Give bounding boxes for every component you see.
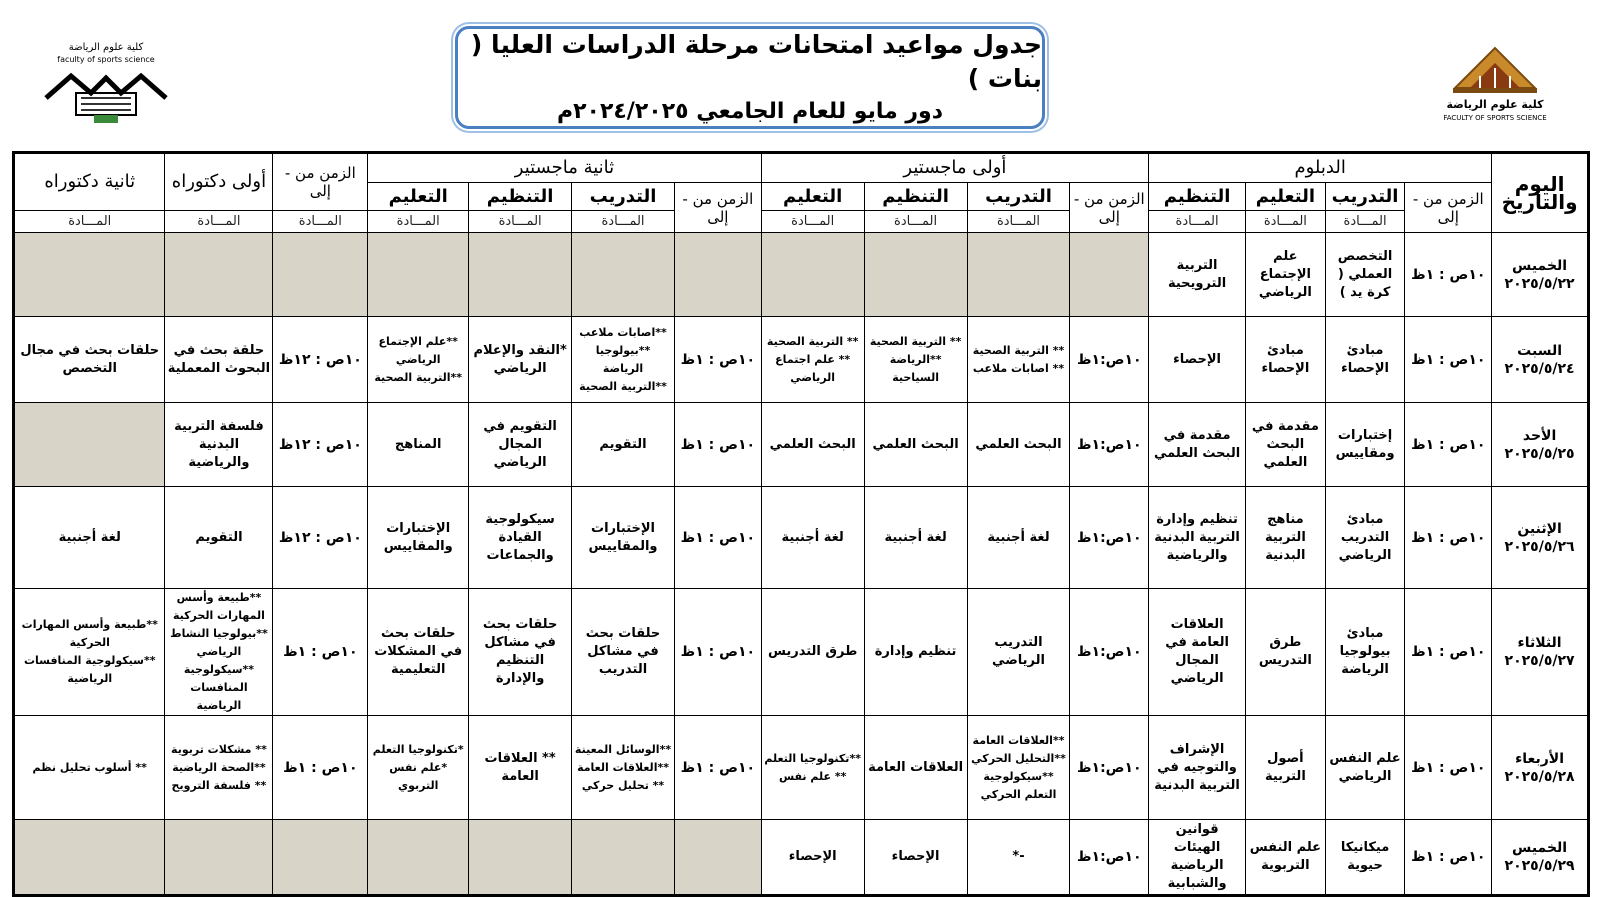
cell-text: ١٠ص:١ظ <box>1076 436 1142 453</box>
schedule-cell-m1-teaching <box>761 716 864 820</box>
header-subject: المـــادة <box>864 211 967 233</box>
cell-text: العلاقات العامة في المجال الرياضي <box>1165 617 1229 686</box>
schedule-cell-m2-training <box>572 487 675 589</box>
schedule-cell-m1-teaching <box>761 820 864 896</box>
cell-text: لغة أجنبية <box>884 529 947 545</box>
header-m2-time: الزمن من - إلى <box>674 183 761 233</box>
cell-text: حلقات بحث في مجال التخصص <box>20 342 160 376</box>
schedule-cell-m1-teaching <box>761 589 864 716</box>
cell-text: ١٠ص : ١ظ <box>680 436 756 453</box>
schedule-cell-dip-time <box>1405 233 1492 317</box>
cell-text: **بيولوجيا الرياضة <box>595 343 651 375</box>
header-subject: المـــادة <box>14 211 165 233</box>
header-phd-time: الزمن من - إلى <box>273 153 368 211</box>
cell-text: التربية الترويحية <box>1167 257 1227 291</box>
header-dip-training: التدريب <box>1325 183 1405 211</box>
schedule-cell-phd2 <box>14 716 165 820</box>
cell-text: فلسفة التربية البدنية والرياضية <box>174 418 264 470</box>
schedule-cell-phd-time <box>273 820 368 896</box>
schedule-cell-phd-time <box>273 716 368 820</box>
header-master1: أولى ماجستير <box>761 153 1148 183</box>
cell-text: مبادئ الإحصاء <box>1261 342 1310 376</box>
schedule-cell-m2-org <box>469 403 572 487</box>
cell-text: مبادئ الإحصاء <box>1341 342 1389 376</box>
cell-text: **طبيعة وأسس المهارات الحركية <box>172 591 265 622</box>
schedule-cell-m1-training <box>967 716 1070 820</box>
schedule-cell-m1-training <box>967 233 1070 317</box>
day-name: السبت <box>1517 342 1562 359</box>
schedule-cell-m1-teaching <box>761 233 864 317</box>
schedule-cell-dip-time <box>1405 820 1492 896</box>
header-dip-org: التنظيم <box>1149 183 1246 211</box>
schedule-cell-m2-teaching <box>368 487 469 589</box>
schedule-cell-m1-teaching <box>761 487 864 589</box>
cell-text: طرق التدريس <box>1258 635 1312 668</box>
cell-text: التخصص العملي ( كرة يد ) <box>1337 248 1393 300</box>
cell-text: **سيكولوجية المنافسات الرياضية <box>23 654 156 685</box>
schedule-cell-phd1 <box>165 317 273 403</box>
cell-text: الإختبارات والمقاييس <box>383 520 453 554</box>
faculty-logo-right <box>1425 38 1565 128</box>
table-row <box>14 487 1589 589</box>
cell-text: **سيكولوجية المنافسات الرياضية <box>183 663 255 712</box>
schedule-cell-m1-org <box>864 317 967 403</box>
cell-text: المناهج <box>394 436 442 452</box>
schedule-cell-phd1 <box>165 487 273 589</box>
schedule-cell-m1-time <box>1070 487 1149 589</box>
schedule-cell-dip-training <box>1325 487 1405 589</box>
cell-text: ميكانيكا حيوية <box>1340 840 1390 873</box>
schedule-cell-dip-teaching <box>1246 716 1326 820</box>
schedule-cell-phd1 <box>165 716 273 820</box>
cell-text: ١٠ص : ١ظ <box>1411 351 1486 368</box>
day-date: ٢٠٢٥/٥/٢٥ <box>1504 445 1575 462</box>
title-box <box>455 26 1045 129</box>
header-subject: المـــادة <box>1325 211 1405 233</box>
schedule-cell-m2-org <box>469 233 572 317</box>
header-subject: المـــادة <box>368 211 469 233</box>
cell-text: ١٠ص : ١ظ <box>1411 266 1486 283</box>
header-m1-org: التنظيم <box>864 183 967 211</box>
schedule-cell-dip-teaching <box>1246 317 1326 403</box>
cell-text: مناهج التربية البدنية <box>1264 511 1306 563</box>
cell-text: حلقات بحث في مشاكل التدريب <box>585 626 661 677</box>
cell-text: مقدمة في البحث العلمي <box>1251 418 1319 470</box>
table-row <box>14 589 1589 716</box>
schedule-cell-phd2 <box>14 403 165 487</box>
schedule-cell-m1-org <box>864 487 967 589</box>
cell-text: البحث العلمي <box>872 436 959 452</box>
schedule-cell-dip-training <box>1325 233 1405 317</box>
schedule-cell-m2-training <box>572 589 675 716</box>
day-cell <box>1492 487 1589 589</box>
cell-text: إختبارات ومقاييس <box>1335 427 1395 461</box>
cell-text: ١٠ص:١ظ <box>1076 529 1142 546</box>
header-m1-teaching: التعليم <box>761 183 864 211</box>
schedule-cell-m2-training <box>572 716 675 820</box>
header-subject: المـــادة <box>572 211 675 233</box>
schedule-cell-m2-teaching <box>368 233 469 317</box>
page-title: جدول مواعيد امتحانات مرحلة الدراسات العليا ( بنات ) <box>470 29 1042 93</box>
cell-text: البحث العلمي <box>769 436 856 452</box>
schedule-cell-m2-time <box>674 317 761 403</box>
schedule-cell-dip-org <box>1149 716 1246 820</box>
day-name: الأحد <box>1522 427 1557 444</box>
header-subject: المـــادة <box>165 211 273 233</box>
schedule-cell-m1-training <box>967 403 1070 487</box>
cell-text: ١٠ص : ١ظ <box>680 351 756 368</box>
schedule-cell-dip-training <box>1325 716 1405 820</box>
cell-text: ١٠ص : ١ظ <box>1411 849 1486 865</box>
cell-text: ١٠ص : ١٢ظ <box>278 529 362 546</box>
cell-text: مبادئ بيولوجيا الرياضة <box>1339 626 1391 677</box>
schedule-cell-dip-time <box>1405 589 1492 716</box>
cell-text: ١٠ص : ١ظ <box>680 644 756 660</box>
schedule-cell-m2-training <box>572 317 675 403</box>
table-row <box>14 403 1589 487</box>
header-m1-training: التدريب <box>967 183 1070 211</box>
cell-text: ** التربية الصحية <box>869 334 962 348</box>
logo-right-subtext: FACULTY OF SPORTS SCIENCE <box>1443 114 1547 122</box>
cell-text: ١٠ص : ١ظ <box>680 529 756 546</box>
logo-left-subtext: faculty of sports science <box>57 55 155 64</box>
schedule-cell-m1-org <box>864 403 967 487</box>
schedule-cell-m1-org <box>864 233 967 317</box>
schedule-cell-m1-time <box>1070 716 1149 820</box>
cell-text: التدريب الرياضي <box>992 635 1045 668</box>
schedule-cell-dip-time <box>1405 317 1492 403</box>
cell-text: ** علم اجتماع الرياضي <box>775 352 851 384</box>
cell-text: التقويم <box>195 529 243 545</box>
day-name: الإثنين <box>1517 520 1562 537</box>
header-subject: المـــادة <box>761 211 864 233</box>
cell-text: مبادئ التدريب الرياضي <box>1338 511 1392 563</box>
cell-text: **العلاقات العامة <box>972 733 1065 747</box>
cell-text: *تكنولوجيا التعلم <box>372 742 464 756</box>
cell-text: ١٠ص : ١ظ <box>1411 529 1486 546</box>
logo-right-text: كلية علوم الرياضة <box>1446 98 1544 111</box>
schedule-cell-dip-training <box>1325 317 1405 403</box>
schedule-cell-dip-org <box>1149 403 1246 487</box>
header-subject: المـــادة <box>273 211 368 233</box>
schedule-cell-phd-time <box>273 403 368 487</box>
header-subject: المـــادة <box>469 211 572 233</box>
cell-text: طرق التدريس <box>767 644 858 659</box>
schedule-cell-m2-training <box>572 233 675 317</box>
schedule-cell-phd1 <box>165 820 273 896</box>
schedule-cell-phd-time <box>273 487 368 589</box>
cell-text: حلقة بحث في البحوث المعملية <box>167 342 271 376</box>
cell-text: **علم الإجتماع الرياضي <box>378 334 458 366</box>
header-m1-time: الزمن من - إلى <box>1070 183 1149 233</box>
day-name: الأربعاء <box>1515 750 1564 767</box>
cell-text: **العلاقات العامة <box>577 760 669 774</box>
table-row <box>14 317 1589 403</box>
cell-text: الإحصاء <box>788 849 837 864</box>
schedule-cell-dip-time <box>1405 716 1492 820</box>
schedule-cell-m2-time <box>674 820 761 896</box>
schedule-cell-m2-org <box>469 487 572 589</box>
cell-text: ** اصابات ملاعب <box>972 361 1065 375</box>
cell-text: مقدمة في البحث العلمي <box>1154 427 1241 461</box>
cell-text: علم النفس التربوية <box>1249 840 1322 873</box>
schedule-cell-m1-training <box>967 589 1070 716</box>
faculty-logo-left <box>36 38 176 128</box>
header-dip-time: الزمن من - إلى <box>1405 183 1492 233</box>
header-day: اليوم والتاريخ <box>1492 153 1589 233</box>
schedule-cell-dip-teaching <box>1246 820 1326 896</box>
day-cell <box>1492 403 1589 487</box>
schedule-cell-phd1 <box>165 403 273 487</box>
schedule-cell-m1-teaching <box>761 403 864 487</box>
schedule-cell-m1-time <box>1070 403 1149 487</box>
cell-text: ١٠ص:١ظ <box>1076 759 1142 776</box>
cell-text: ١٠ص : ١٢ظ <box>278 436 362 453</box>
schedule-cell-m1-org <box>864 589 967 716</box>
schedule-cell-m1-time <box>1070 233 1149 317</box>
header-subject: المـــادة <box>1149 211 1246 233</box>
schedule-cell-m1-training <box>967 317 1070 403</box>
day-date: ٢٠٢٥/٥/٢٤ <box>1504 360 1575 377</box>
cell-text: **طبيعة وأسس المهارات الحركية <box>21 618 158 649</box>
cell-text: ١٠ص : ١ظ <box>283 759 358 776</box>
cell-text: لغة أجنبية <box>781 529 844 545</box>
schedule-cell-m2-org <box>469 317 572 403</box>
cell-text: الإشراف والتوجيه في التربية البدنية <box>1154 741 1240 793</box>
schedule-cell-dip-teaching <box>1246 487 1326 589</box>
exam-schedule-table <box>12 151 1590 897</box>
day-date: ٢٠٢٥/٥/٢٦ <box>1504 538 1575 555</box>
schedule-cell-m2-time <box>674 233 761 317</box>
schedule-cell-m2-time <box>674 589 761 716</box>
cell-text: *النقد والإعلام الرياضي <box>473 342 567 376</box>
schedule-cell-dip-training <box>1325 403 1405 487</box>
schedule-cell-m2-time <box>674 716 761 820</box>
day-date: ٢٠٢٥/٥/٢٢ <box>1504 275 1575 292</box>
cell-text: التقويم <box>599 436 647 452</box>
cell-text: ١٠ص:١ظ <box>1076 849 1142 865</box>
cell-text: تنظيم وإدارة التربية البدنية والرياضية <box>1154 511 1240 563</box>
cell-text: حلقات بحث في المشكلات التعليمية <box>374 626 463 677</box>
header-phd2: ثانية دكتوراه <box>14 153 165 211</box>
schedule-cell-dip-time <box>1405 487 1492 589</box>
schedule-cell-m1-org <box>864 716 967 820</box>
schedule-cell-m2-org <box>469 820 572 896</box>
cell-text: **الرياضة السياحية <box>889 352 942 384</box>
schedule-cell-m1-teaching <box>761 317 864 403</box>
schedule-cell-phd2 <box>14 317 165 403</box>
schedule-cell-dip-org <box>1149 820 1246 896</box>
cell-text: حلقات بحث في مشاكل التنظيم والإدارة <box>482 617 558 686</box>
cell-text: ١٠ص : ١ظ <box>1411 436 1486 453</box>
table-row <box>14 233 1589 317</box>
cell-text: **التحليل الحركي <box>971 751 1066 765</box>
cell-text: الإحصاء <box>1173 351 1221 367</box>
cell-text: ** التربية الصحية <box>766 334 859 348</box>
day-cell <box>1492 589 1589 716</box>
schedule-cell-m1-time <box>1070 317 1149 403</box>
cell-text: **سيكولوجية التعلم الحركي <box>980 769 1057 801</box>
page-subtitle: دور مايو للعام الجامعي ٢٠٢٤/٢٠٢٥م <box>556 98 944 124</box>
schedule-cell-m2-teaching <box>368 716 469 820</box>
day-name: الخميس <box>1512 257 1568 274</box>
cell-text: ١٠ص:١ظ <box>1076 644 1142 660</box>
schedule-cell-m2-teaching <box>368 403 469 487</box>
day-name: الخميس <box>1512 840 1568 856</box>
schedule-cell-phd1 <box>165 233 273 317</box>
schedule-cell-m2-teaching <box>368 317 469 403</box>
logo-left-text: كلية علوم الرياضة <box>68 42 144 53</box>
schedule-cell-dip-training <box>1325 589 1405 716</box>
cell-text: سيكولوجية القيادة والجماعات <box>485 511 555 563</box>
schedule-cell-m2-teaching <box>368 820 469 896</box>
cell-text: **الصحة الرياضية <box>172 760 266 774</box>
table-row <box>14 820 1589 896</box>
schedule-cell-dip-teaching <box>1246 403 1326 487</box>
schedule-cell-dip-org <box>1149 233 1246 317</box>
header-phd1: أولى دكتوراه <box>165 153 273 211</box>
table-row <box>14 716 1589 820</box>
cell-text: قوانين الهيئات الرياضية والشبابية <box>1167 822 1227 891</box>
schedule-cell-m1-org <box>864 820 967 896</box>
cell-text: ** فلسفة الترويح <box>171 778 267 792</box>
schedule-cell-m2-org <box>469 716 572 820</box>
schedule-cell-m2-training <box>572 403 675 487</box>
cell-text: ** مشكلات تربوية <box>171 742 267 756</box>
header-diploma: الدبلوم <box>1149 153 1492 183</box>
schedule-cell-dip-time <box>1405 403 1492 487</box>
cell-text: ١٠ص : ١ظ <box>283 644 358 660</box>
day-date: ٢٠٢٥/٥/٢٧ <box>1504 653 1575 669</box>
schedule-cell-dip-teaching <box>1246 589 1326 716</box>
cell-text: لغة أجنبية <box>987 529 1050 545</box>
schedule-cell-phd1 <box>165 589 273 716</box>
cell-text: ** التربية الصحية <box>972 343 1065 357</box>
schedule-cell-dip-org <box>1149 487 1246 589</box>
cell-text: ١٠ص : ١ظ <box>1411 759 1486 776</box>
header-m2-teaching: التعليم <box>368 183 469 211</box>
cell-text: علم النفس الرياضي <box>1329 750 1401 784</box>
cell-text: الإختبارات والمقاييس <box>588 520 658 554</box>
header-m2-training: التدريب <box>572 183 675 211</box>
cell-text: **اصابات ملاعب <box>579 325 667 339</box>
day-cell <box>1492 317 1589 403</box>
day-date: ٢٠٢٥/٥/٢٨ <box>1504 768 1575 785</box>
schedule-cell-m1-training <box>967 487 1070 589</box>
schedule-cell-m1-time <box>1070 820 1149 896</box>
cell-text: علم الإجتماع الرياضي <box>1258 248 1312 300</box>
cell-text: **الوسائل المعينة <box>574 742 672 756</box>
schedule-cell-m1-training <box>967 820 1070 896</box>
schedule-cell-phd-time <box>273 317 368 403</box>
header-subject: المـــادة <box>1246 211 1326 233</box>
cell-text: أصول التربية <box>1264 750 1306 784</box>
cell-text: **التربية الصحية <box>579 379 667 393</box>
cell-text: **بيولوجيا النشاط الرياضي <box>170 627 268 658</box>
schedule-cell-phd2 <box>14 820 165 896</box>
schedule-cell-m2-training <box>572 820 675 896</box>
schedule-cell-m2-time <box>674 403 761 487</box>
day-cell <box>1492 716 1589 820</box>
schedule-cell-dip-org <box>1149 317 1246 403</box>
day-cell <box>1492 233 1589 317</box>
schedule-cell-phd2 <box>14 487 165 589</box>
day-cell <box>1492 820 1589 896</box>
cell-text: -* <box>1012 849 1025 864</box>
cell-text: ** العلاقات العامة <box>484 750 556 784</box>
schedule-cell-dip-training <box>1325 820 1405 896</box>
cell-text: *علم نفس التربوي <box>389 760 448 792</box>
cell-text: ** تحليل حركي <box>581 778 665 792</box>
schedule-cell-m2-time <box>674 487 761 589</box>
cell-text: تنظيم وإدارة <box>874 644 957 659</box>
cell-text: ١٠ص : ١ظ <box>1411 644 1486 660</box>
schedule-cell-phd2 <box>14 589 165 716</box>
cell-text: لغة أجنبية <box>58 529 121 545</box>
schedule-cell-dip-org <box>1149 589 1246 716</box>
cell-text: التقويم في المجال الرياضي <box>483 418 557 470</box>
schedule-cell-m2-org <box>469 589 572 716</box>
cell-text: الإحصاء <box>891 849 940 864</box>
header-subject: المـــادة <box>967 211 1070 233</box>
schedule-cell-phd-time <box>273 233 368 317</box>
schedule-cell-m1-time <box>1070 589 1149 716</box>
cell-text: ** أسلوب تحليل نظم <box>32 760 147 774</box>
header-m2-org: التنظيم <box>469 183 572 211</box>
schedule-cell-dip-teaching <box>1246 233 1326 317</box>
cell-text: العلاقات العامة <box>868 759 964 775</box>
cell-text: **تكنولوجيا التعلم <box>764 751 861 765</box>
header-dip-teaching: التعليم <box>1246 183 1326 211</box>
cell-text: ١٠ص : ١ظ <box>680 759 756 776</box>
day-date: ٢٠٢٥/٥/٢٩ <box>1504 858 1575 874</box>
header-master2: ثانية ماجستير <box>368 153 761 183</box>
cell-text: ١٠ص : ١٢ظ <box>278 351 362 368</box>
day-name: الثلاثاء <box>1517 635 1562 651</box>
cell-text: ** علم نفس <box>778 769 847 783</box>
cell-text: **التربية الصحية <box>374 370 463 384</box>
cell-text: ١٠ص:١ظ <box>1076 351 1142 368</box>
cell-text: البحث العلمي <box>975 436 1062 452</box>
schedule-cell-phd-time <box>273 589 368 716</box>
schedule-cell-m2-teaching <box>368 589 469 716</box>
schedule-cell-phd2 <box>14 233 165 317</box>
